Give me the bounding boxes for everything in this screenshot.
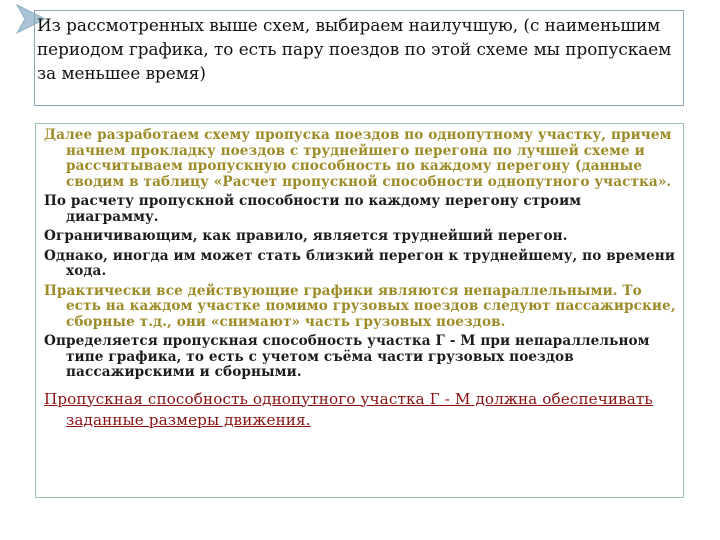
paragraph-nonparallel: Практически все действующие графики являются непараллельными. То есть на каждом участке помимо грузовых поездов следуют пассажирские, сборные т.д., они «снимают» часть грузовых поездов. — [44, 282, 676, 330]
content-box — [35, 123, 684, 498]
title-text: Из рассмотренных выше схем, выбираем наилучшую, (с наименьшим периодом графика, то есть пару поездов по этой схеме мы пропускаем за меньшее время) — [37, 15, 672, 83]
paragraph-capacity: Определяется пропускная способность участка Г - М при непараллельном типе графика, то есть с учетом съёма части грузовых поездов пассажирскими и сборными. — [44, 333, 650, 380]
paragraph-however: Однако, иногда им может стать близкий перегон к труднейшему, по времени хода. — [44, 247, 676, 279]
paragraph-approach: Далее разработаем схему пропуска поездов по однопутному участку, причем начнем прокладку поездов с труднейшего перегона по лучшей схеме и рассчитываем пропускную способность по каждому перегону (данные сводим в таблицу «Расчет пропускной способности однопутного участка». — [44, 127, 672, 190]
conclusion-text: Пропускная способность однопутного участка Г - М должна обеспечивать заданные размеры движения. — [44, 389, 653, 429]
paragraph-limiting: Ограничивающим, как правило, является труднейший перегон. — [44, 228, 568, 244]
paragraph-diagram: По расчету пропускной способности по каждому перегону строим диаграмму. — [44, 193, 582, 225]
title-box — [34, 10, 684, 106]
